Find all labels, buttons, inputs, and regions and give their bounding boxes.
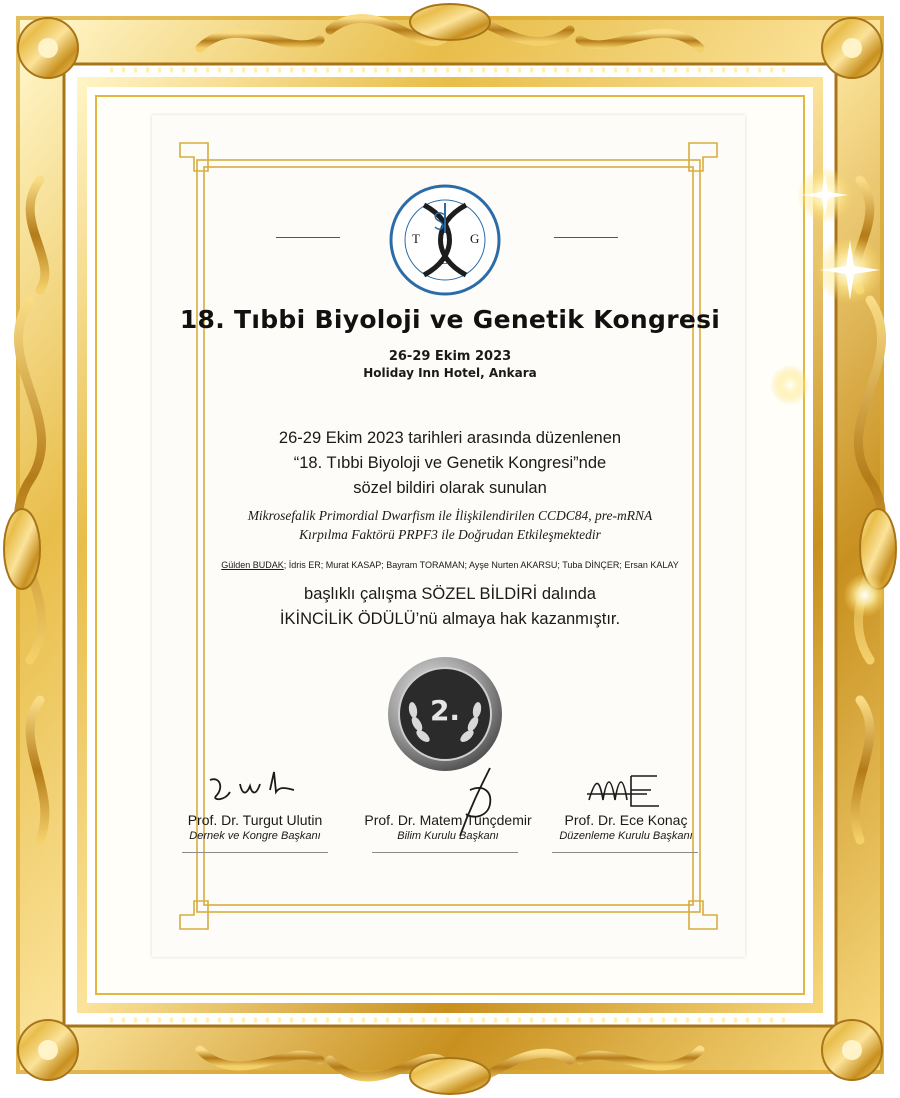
signature-line-1	[182, 852, 328, 853]
signature-line-2	[372, 852, 518, 853]
body-line-1: 26-29 Ekim 2023 tarihleri arasında düzenlenen	[278, 429, 622, 447]
body-line-2: “18. Tıbbi Biyoloji ve Genetik Kongresi”nde	[293, 454, 607, 472]
signature-block-2	[348, 812, 548, 842]
signatory-role-1: Dernek ve Kongre Başkanı	[189, 830, 321, 842]
first-author: Gülden BUDAK	[221, 560, 284, 570]
logo-letters	[388, 183, 502, 297]
other-authors: ; İdris ER; Murat KASAP; Bayram TORAMAN; Ayşe Nurten AKARSU; Tuba DİNÇER; Ersan KALAY	[283, 560, 679, 570]
logo-letter-bottom: B	[441, 255, 449, 267]
signatory-role-3: Düzenleme Kurulu Başkanı	[559, 830, 693, 842]
right-divider	[554, 237, 618, 238]
award-line-2: İKİNCİLİK ÖDÜLÜ’nü almaya hak kazanmıştır.	[279, 610, 621, 628]
author-list	[0, 560, 900, 570]
congress-venue: Holiday Inn Hotel, Ankara	[363, 366, 537, 380]
signatory-name-2: Prof. Dr. Matem Tunçdemir	[364, 812, 532, 828]
award-line-1: başlıklı çalışma SÖZEL BİLDİRİ dalında	[304, 585, 596, 603]
logo-letter-right: G	[470, 231, 480, 246]
signature-block-3	[526, 812, 726, 842]
signatory-name-3: Prof. Dr. Ece Konaç	[564, 812, 688, 828]
logo-letter-left: T	[412, 231, 420, 246]
congress-dates: 26-29 Ekim 2023	[388, 349, 512, 364]
signature-scribble-3	[585, 770, 665, 815]
signature-block-1	[155, 812, 355, 842]
signature-scribble-1	[200, 770, 310, 810]
paper-title-line-2: Kırpılma Faktörü PRPF3 ile Doğrudan Etkileşmektedir	[299, 527, 601, 542]
signature-line-3	[552, 852, 698, 853]
signatory-name-1: Prof. Dr. Turgut Ulutin	[187, 812, 323, 828]
medal-label: 2.	[429, 694, 461, 727]
body-line-3: sözel bildiri olarak sunulan	[353, 479, 547, 497]
left-divider	[276, 237, 340, 238]
signatory-role-2: Bilim Kurulu Başkanı	[397, 830, 499, 842]
congress-title: 18. Tıbbi Biyoloji ve Genetik Kongresi	[179, 305, 721, 334]
paper-title-line-1: Mikrosefalik Primordial Dwarfism ile İlişkilendirilen CCDC84, pre-mRNA	[247, 508, 653, 523]
